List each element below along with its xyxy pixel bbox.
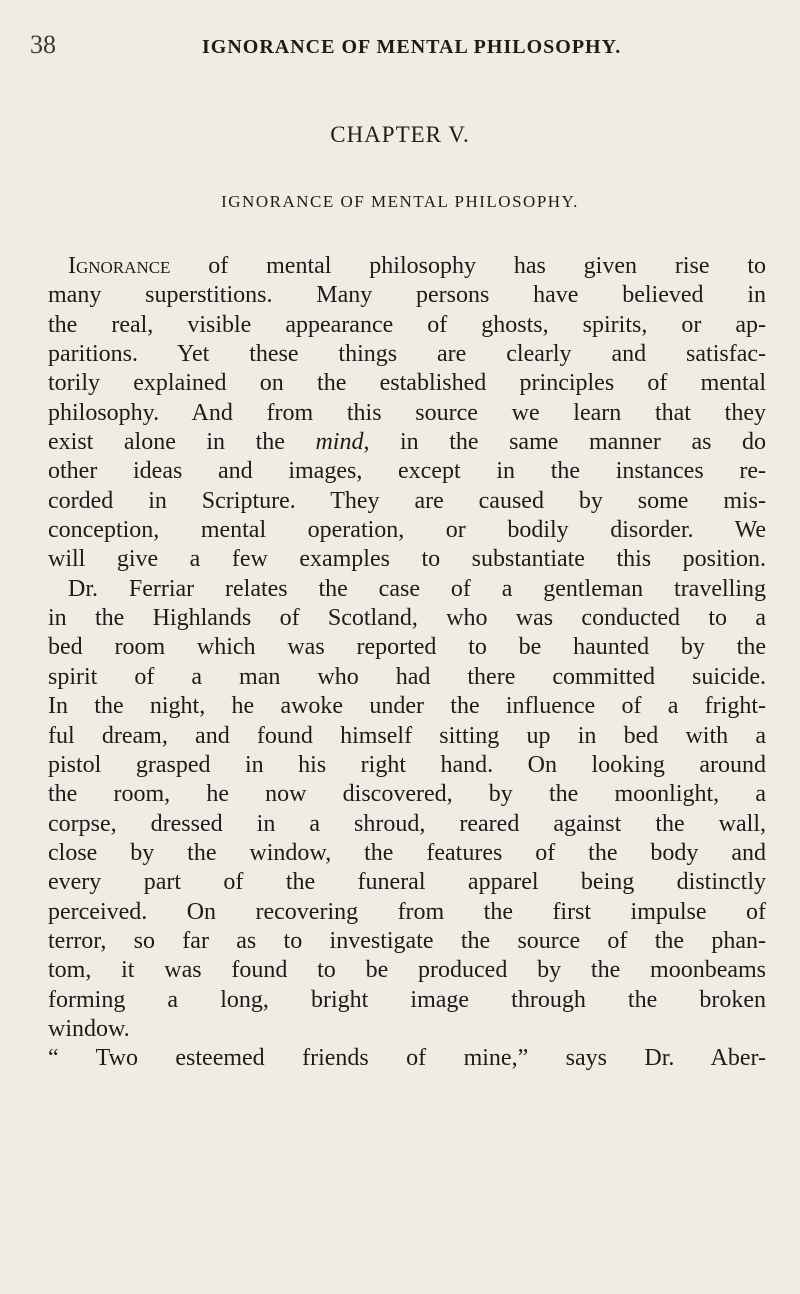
page-number: 38 (30, 30, 56, 59)
body-text (48, 252, 766, 1074)
text-line: torily explained on the established principles of mental (48, 370, 766, 397)
text-line: “ Two esteemed friends of mine,” says Dr. Aber- (48, 1045, 766, 1072)
text-line: corded in Scripture. They are caused by some mis- (48, 487, 766, 514)
text-line: terror, so far as to investigate the source of the phan- (48, 927, 766, 954)
text-line: ful dream, and found himself sitting up in bed with a (48, 722, 766, 749)
text-line-part: exist alone in the (48, 429, 316, 456)
drop-word: Ignorance (68, 253, 171, 279)
running-head-title: IGNORANCE OF MENTAL PHILOSOPHY. (202, 36, 622, 58)
text-line: every part of the funeral apparel being distinctly (48, 869, 766, 896)
text-line: in the Highlands of Scotland, who was conducted to a (48, 605, 766, 632)
text-line (48, 428, 766, 457)
text-line-part: , in the same manner as do (363, 429, 766, 456)
text-line: window. (48, 1015, 130, 1042)
text-line: paritions. Yet these things are clearly and satisfac- (48, 341, 766, 368)
text-line: pistol grasped in his right hand. On looking around (48, 751, 766, 778)
text-line: will give a few examples to substantiate this position. (48, 546, 766, 573)
text-line: In the night, he awoke under the influence of a fright- (48, 693, 766, 720)
text-line: the real, visible appearance of ghosts, spirits, or ap- (48, 311, 766, 338)
text-line: forming a long, bright image through the broken (48, 986, 766, 1013)
text-line: tom, it was found to be produced by the moonbeams (48, 957, 766, 984)
chapter-heading: CHAPTER V. (330, 122, 470, 147)
text-line: spirit of a man who had there committed suicide. (48, 663, 766, 690)
text-line (48, 252, 766, 281)
text-line: the room, he now discovered, by the moonlight, a (48, 781, 766, 808)
text-line: close by the window, the features of the body and (48, 839, 766, 866)
text-line: bed room which was reported to be haunted by the (48, 634, 766, 661)
text-line: philosophy. And from this source we learn that they (48, 399, 766, 426)
running-head (30, 28, 760, 60)
text-line: corpse, dressed in a shroud, reared against the wall, (48, 810, 766, 837)
text-line: conception, mental operation, or bodily disorder. We (48, 517, 766, 544)
text-line: Dr. Ferriar relates the case of a gentleman travelling (68, 575, 766, 602)
emphasis-word: mind (315, 429, 364, 456)
chapter-subtitle: IGNORANCE OF MENTAL PHILOSOPHY. (221, 192, 579, 211)
text-line: perceived. On recovering from the first impulse of (48, 898, 766, 925)
text-line: other ideas and images, except in the instances re- (48, 458, 766, 485)
text-line: many superstitions. Many persons have believed in (48, 282, 766, 309)
text-line-content: of mental philosophy has given rise to (170, 253, 766, 279)
